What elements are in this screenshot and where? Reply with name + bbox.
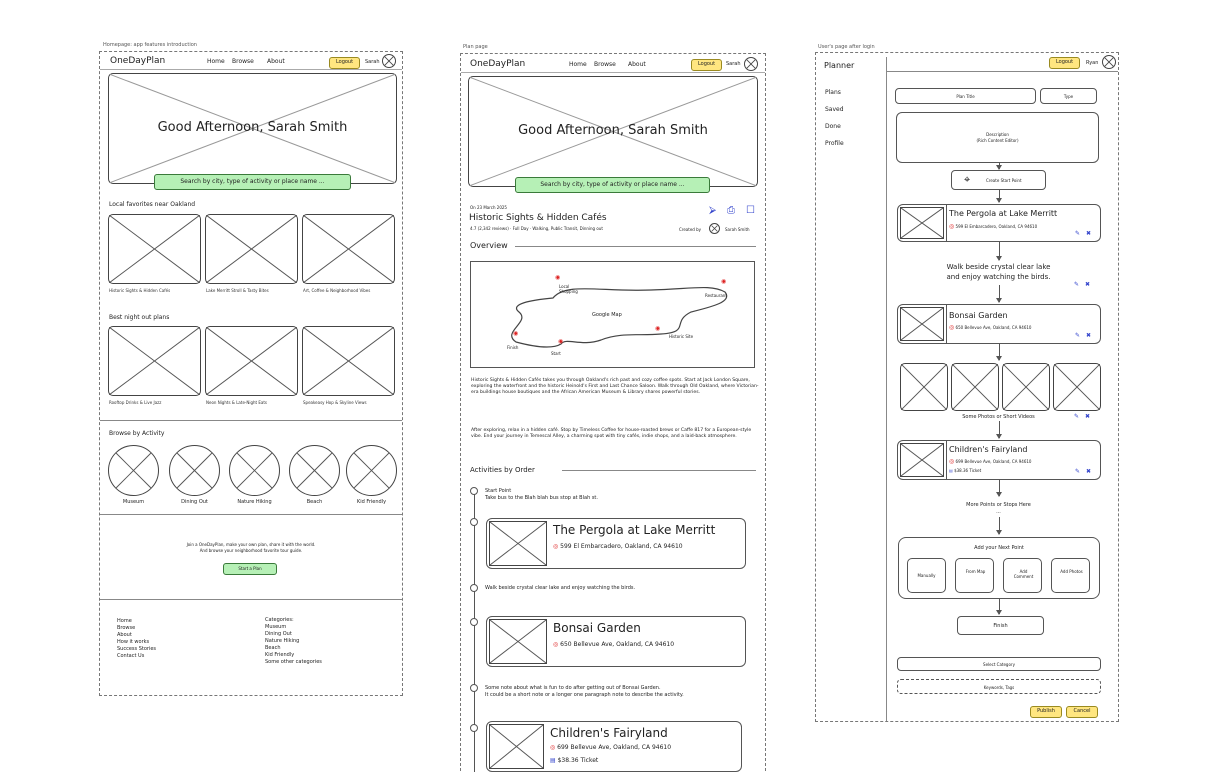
planner-stop-ticket-3: $38.36 Ticket [954, 468, 982, 473]
author-name: Sarah Smith [725, 227, 750, 232]
activity-label-hiking: Nature Hiking [237, 499, 272, 505]
plan-title-input[interactable] [895, 88, 1036, 104]
add-comment-label: Add Comment [1013, 569, 1034, 579]
flow-arrow [999, 190, 1000, 202]
timeline-node [470, 724, 478, 732]
create-start-button[interactable] [951, 170, 1046, 190]
flow-arrow [999, 480, 1000, 496]
stop-title-2: Bonsai Garden [553, 621, 641, 635]
map-point-restaurant: Restaurant [705, 293, 727, 298]
add-manually-button[interactable] [907, 558, 946, 593]
location-pin-icon: ◎ [949, 324, 955, 331]
sidebar-menu [825, 84, 844, 152]
location-pin-icon: ◎ [550, 744, 556, 751]
delete-icon[interactable]: ✖ [1085, 413, 1091, 420]
brand-logo[interactable]: OneDayPlan [110, 56, 166, 66]
activity-beach[interactable] [289, 445, 340, 496]
edit-icon[interactable]: ✎ [1074, 413, 1080, 420]
add-photos-label: Add Photos [1060, 569, 1083, 574]
user-page-caption: User's page after login [818, 44, 875, 50]
homepage-frame [99, 51, 403, 696]
footer-link-browse[interactable]: Browse [117, 625, 136, 631]
night-card-label-3: Speakeasy Hop & Skyline Views [303, 400, 367, 405]
timeline-node [470, 684, 478, 692]
note-1: Walk beside crystal clear lake and enjoy watching the birds. [485, 585, 636, 591]
create-start-label: Create Start Point [986, 178, 1022, 183]
plan-caption: Plan page [463, 44, 488, 50]
stop-image-1 [489, 521, 547, 566]
night-card-label-1: Rooftop Drinks & Live Jazz [109, 400, 162, 405]
overview-paragraph-1: Historic Sights & Hidden Cafés takes you through Oakland's rich past and cozy coffee spots. Start at Jack London Square, exploring the waterfront and the historic Heinold's First and Last Chance Saloon. Walk through Old Oakland, where Victorian-era buildings house boutiques and the African American Museum & Library shares powerful stories. [471, 378, 759, 396]
stop-card-3[interactable] [486, 721, 742, 772]
media-thumb-4[interactable] [1053, 363, 1101, 411]
stop-image-3 [489, 724, 544, 769]
select-category-label: Select Category [983, 662, 1015, 667]
created-by-label: Created by [679, 227, 702, 232]
planner-stop-address-1: 599 El Embarcadero, Oakland, CA 94610 [955, 224, 1038, 229]
map[interactable] [470, 261, 755, 368]
stop-ticket-3: $38.36 Ticket [557, 757, 599, 764]
activity-kid-friendly[interactable] [346, 445, 397, 496]
map-point-historic: Historic Site [668, 334, 694, 339]
edit-icon[interactable]: ✎ [1075, 468, 1081, 475]
map-pin-shopping[interactable]: ◉ [555, 274, 561, 281]
planner-title: Planner [824, 61, 855, 70]
activity-hiking[interactable] [229, 445, 280, 496]
nav-browse[interactable]: Browse [232, 58, 254, 65]
timeline-node [470, 487, 478, 495]
footer-link-home[interactable]: Home [117, 618, 132, 624]
media-thumb-3[interactable] [1002, 363, 1050, 411]
map-label: Google Map [592, 312, 622, 318]
map-point-finish: Finish [507, 345, 519, 350]
footer-link-success[interactable]: Success Stories [117, 646, 157, 652]
header-divider [100, 69, 402, 70]
add-photos-button[interactable] [1051, 558, 1090, 593]
plan-title: Historic Sights & Hidden Cafés [469, 213, 607, 223]
browse-activity-title: Browse by Activity [109, 430, 165, 437]
media-thumb-2[interactable] [951, 363, 999, 411]
avatar-icon[interactable] [744, 57, 758, 71]
plan-meta: 4.7 (2,342 reviews) · Full Day · Walking, Public Transit, Dinning out [470, 226, 603, 231]
footer-link-how[interactable]: How it works [117, 639, 150, 645]
nav-about[interactable]: About [267, 58, 285, 65]
activity-label-museum: Museum [122, 499, 145, 505]
nav-about[interactable]: About [628, 61, 646, 68]
night-card-3[interactable] [302, 326, 395, 396]
planner-note-line-2: and enjoy watching the birds. [946, 273, 1051, 281]
brand-logo[interactable]: OneDayPlan [470, 59, 526, 69]
planner-stop-title-3: Children's Fairyland [949, 445, 1028, 454]
location-pin-icon: ◎ [949, 223, 955, 230]
edit-icon[interactable]: ✎ [1075, 230, 1081, 237]
join-divider [100, 514, 402, 515]
planner-frame [815, 52, 1119, 722]
footer-categories [265, 617, 322, 666]
local-favorites-title: Local favorites near Oakland [109, 201, 196, 208]
stop-card-2[interactable] [486, 616, 746, 667]
stop-address-2: 650 Bellevue Ave, Oakland, CA 94610 [560, 641, 675, 648]
add-from-map-button[interactable] [955, 558, 994, 593]
plan-frame [460, 53, 766, 771]
ticket-icon: ▤ [550, 757, 556, 764]
user-name: Sarah [365, 59, 380, 65]
activities-title: Activities by Order [470, 466, 535, 474]
add-next-point-panel [898, 537, 1100, 599]
sidebar-item-saved[interactable]: Saved [825, 106, 844, 113]
activities-rule [562, 470, 756, 471]
stop-image-2 [489, 619, 547, 664]
join-text-2: And browse your neighborhood favorite tour guide. [199, 548, 303, 553]
timeline-node [470, 618, 478, 626]
sidebar-item-profile[interactable]: Profile [825, 140, 844, 147]
media-thumb-1[interactable] [900, 363, 948, 411]
planner-stop-address-3: 699 Bellevue Ave, Oakland, CA 94610 [955, 459, 1032, 464]
footer-cat-hiking[interactable]: Nature Hiking [265, 638, 300, 644]
activity-divider [100, 420, 402, 421]
greeting: Good Afternoon, Sarah Smith [157, 120, 348, 135]
description-hint: (Rich Content Editor) [976, 138, 1019, 143]
footer-cat-other[interactable]: Some other categories [265, 659, 322, 665]
logout-button[interactable]: Logout [329, 57, 360, 69]
planner-stop-3[interactable] [897, 440, 1101, 480]
timeline-node [470, 518, 478, 526]
footer-link-contact[interactable]: Contact Us [117, 653, 145, 659]
flow-arrow [999, 285, 1000, 302]
night-card-label-2: Neon Nights & Late-Night Eats [206, 400, 267, 405]
overview-rule [515, 246, 756, 247]
more-points-dots: ... [996, 509, 1001, 515]
planner-stop-divider [946, 305, 947, 343]
type-placeholder: Type [1063, 94, 1074, 99]
logout-button[interactable]: Logout [1049, 57, 1080, 69]
plan-title-placeholder: Plan Title [956, 94, 975, 99]
flow-arrow [999, 163, 1000, 169]
night-out-title: Best night out plans [109, 314, 170, 321]
keywords-placeholder: Keywords, Tags [983, 685, 1015, 690]
footer-links [117, 618, 156, 660]
activity-museum[interactable] [108, 445, 159, 496]
finish-label: Finish [993, 623, 1008, 629]
search-input[interactable]: Search by city, type of activity or place name ... [154, 174, 351, 190]
keywords-input[interactable] [897, 679, 1101, 694]
local-card-2[interactable] [205, 214, 298, 284]
bookmark-icon[interactable]: ☐ [746, 205, 755, 216]
footer-cat-beach[interactable]: Beach [265, 645, 281, 651]
more-points-label: More Points or Stops Here [966, 502, 1031, 508]
stop-title-3: Children's Fairyland [550, 726, 668, 740]
planner-stop-address-2: 650 Bellevue Ave, Oakland, CA 94610 [955, 325, 1032, 330]
map-point-shopping: Local Shopping [559, 284, 578, 294]
author-avatar[interactable] [709, 223, 720, 234]
stop-title-1: The Pergola at Lake Merritt [553, 523, 716, 537]
media-label: Some Photos or Short Videos [962, 414, 1035, 420]
map-pin-start[interactable]: ◉ [558, 338, 564, 345]
local-card-label-1: Historic Sights & Hidden Cafés [109, 288, 171, 293]
greeting: Good Afternoon, Sarah Smith [518, 123, 708, 138]
overview-title: Overview [470, 241, 508, 250]
activity-label-beach: Beach [306, 499, 323, 505]
sidebar-item-plans[interactable]: Plans [825, 89, 841, 96]
add-comment-button[interactable] [1003, 558, 1042, 593]
nav-browse[interactable]: Browse [594, 61, 616, 68]
flow-arrow [999, 421, 1000, 438]
planner-stop-title-1: The Pergola at Lake Merritt [949, 209, 1058, 218]
night-card-2[interactable] [205, 326, 298, 396]
delete-icon[interactable]: ✖ [1086, 332, 1092, 339]
edit-icon[interactable]: ✎ [1074, 281, 1080, 288]
map-pin-restaurant[interactable]: ◉ [721, 278, 727, 285]
flow-arrow [999, 517, 1000, 534]
avatar-icon[interactable] [1102, 55, 1116, 69]
planner-stop-divider [946, 205, 947, 241]
note-2-line-2: It could be a short note or a longer one paragraph note to describe the activity. [485, 692, 684, 698]
planner-stop-divider [946, 441, 947, 479]
add-next-point-title: Add your Next Point [974, 545, 1024, 551]
publish-button[interactable]: Publish [1030, 706, 1062, 718]
planner-stop-image-3 [900, 443, 944, 477]
description-editor[interactable] [896, 112, 1099, 163]
user-name: Ryan [1086, 60, 1099, 66]
activity-dining[interactable] [169, 445, 220, 496]
select-category[interactable] [897, 657, 1101, 671]
add-manually-label: Manually [917, 573, 936, 578]
note-2-line-1: Some note about what is fun to do after getting out of Bonsai Garden. [485, 685, 661, 691]
start-plan-button[interactable]: Start a Plan [223, 563, 277, 575]
nav-home[interactable]: Home [569, 61, 587, 68]
footer-cat-kid[interactable]: Kid Friendly [265, 652, 295, 658]
location-pin-icon: ◎ [949, 458, 955, 465]
stop-address-1: 599 El Embarcadero, Oakland, CA 94610 [560, 543, 683, 550]
planner-stop-image-2 [900, 307, 944, 341]
planner-note [911, 262, 1086, 282]
plan-date: On 23 March 2025 [470, 205, 507, 210]
map-pin-finish[interactable]: ◉ [513, 330, 519, 337]
delete-icon[interactable]: ✖ [1085, 281, 1091, 288]
join-text-1: Join a OneDayPlan, make your own plan, share it with the world. [186, 542, 316, 547]
overview-paragraph-2: After exploring, relax in a hidden café. Stop by Timeless Coffee for house-roasted brews or Caffe 817 for a European-style vibe. End your journey in Temescal Alley, a charming spot with tiny cafés, indie shops, and a laid-back atmosphere. [471, 428, 752, 440]
map-point-start: Start [551, 351, 561, 356]
local-card-3[interactable] [302, 214, 395, 284]
map-pin-plus-icon: ⌖ [964, 173, 971, 186]
share-icon[interactable]: ⮚ [709, 205, 717, 216]
local-card-1[interactable] [108, 214, 201, 284]
sidebar-item-done[interactable]: Done [825, 123, 841, 130]
add-from-map-label: From Map [965, 569, 986, 574]
description-placeholder: Description [986, 132, 1009, 137]
delete-icon[interactable]: ✖ [1086, 468, 1092, 475]
logout-button[interactable]: Logout [691, 59, 722, 71]
start-point-note: Take bus to the Blah blah bus stop at Blah st. [485, 495, 598, 501]
header-divider [887, 71, 1118, 72]
footer-link-about[interactable]: About [117, 632, 132, 638]
activity-label-dining: Dining Out [181, 499, 208, 505]
header-divider [461, 72, 765, 73]
flow-arrow [999, 242, 1000, 260]
start-point-title: Start Point [485, 488, 512, 494]
print-icon[interactable]: ⎙ [727, 205, 735, 216]
flow-arrow [999, 344, 1000, 360]
nav-home[interactable]: Home [207, 58, 225, 65]
planner-stop-1[interactable] [897, 204, 1101, 242]
user-name: Sarah [726, 61, 741, 67]
delete-icon[interactable]: ✖ [1086, 230, 1092, 237]
search-input[interactable]: Search by city, type of activity or place name ... [515, 177, 710, 193]
homepage-caption: Homepage: app features introduction [103, 42, 197, 48]
local-card-label-3: Art, Coffee & Neighborhood Vibes [303, 288, 371, 293]
edit-icon[interactable]: ✎ [1075, 332, 1081, 339]
footer-cat-museum[interactable]: Museum [265, 624, 287, 630]
stop-card-1[interactable] [486, 518, 746, 569]
avatar-icon[interactable] [382, 54, 396, 68]
type-select[interactable] [1040, 88, 1097, 104]
flow-arrow [999, 599, 1000, 614]
footer-divider [100, 599, 402, 600]
finish-button[interactable] [957, 616, 1044, 635]
sidebar-divider [886, 57, 887, 721]
stop-address-3: 699 Bellevue Ave, Oakland, CA 94610 [557, 744, 672, 751]
location-pin-icon: ◎ [553, 641, 559, 648]
timeline-node [470, 584, 478, 592]
location-pin-icon: ◎ [553, 543, 559, 550]
map-pin-historic[interactable]: ◉ [655, 325, 661, 332]
ticket-icon: ▤ [949, 468, 953, 473]
planner-note-line-1: Walk beside crystal clear lake [946, 263, 1051, 271]
cancel-button[interactable]: Cancel [1066, 706, 1098, 718]
categories-title: Categories: [265, 617, 294, 623]
night-card-1[interactable] [108, 326, 201, 396]
activity-label-kid: Kid Friendly [356, 499, 387, 505]
footer-cat-dining[interactable]: Dining Out [265, 631, 292, 637]
planner-stop-image-1 [900, 207, 944, 239]
planner-stop-title-2: Bonsai Garden [949, 311, 1008, 320]
local-card-label-2: Lake Merritt Stroll & Tasty Bites [206, 288, 269, 293]
planner-stop-2[interactable] [897, 304, 1101, 344]
